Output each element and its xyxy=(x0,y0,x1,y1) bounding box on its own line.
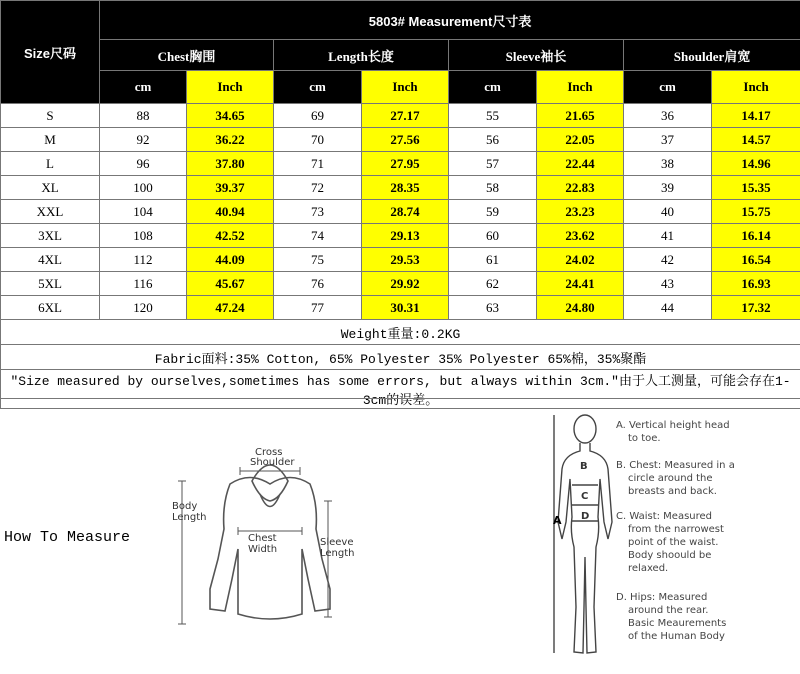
cm-value-cell: 44 xyxy=(624,296,712,320)
instruction-line: Basic Meaurements xyxy=(616,617,796,630)
table-row xyxy=(1,296,800,320)
instruction-line: relaxed. xyxy=(616,562,796,575)
unit-cm: cm xyxy=(274,71,362,104)
cm-value-cell: 39 xyxy=(624,176,712,200)
inch-value-cell: 14.17 xyxy=(712,104,800,128)
instruction-block xyxy=(616,459,796,498)
inch-value-cell: 16.93 xyxy=(712,272,800,296)
inch-value-cell: 30.31 xyxy=(362,296,449,320)
inch-value-cell: 23.23 xyxy=(537,200,624,224)
cm-value-cell: 43 xyxy=(624,272,712,296)
instruction-block xyxy=(616,419,796,445)
cm-value-cell: 120 xyxy=(100,296,187,320)
instruction-block xyxy=(616,591,796,643)
inch-value-cell: 27.95 xyxy=(362,152,449,176)
inch-value-cell: 36.22 xyxy=(187,128,274,152)
marker-c: C xyxy=(581,491,588,502)
table-row xyxy=(1,128,800,152)
size-rows xyxy=(1,104,800,320)
group-header-shoulder: Shoulder肩宽 xyxy=(624,40,800,71)
instruction-line: C. Waist: Measured xyxy=(616,510,796,523)
instruction-line: around the rear. xyxy=(616,604,796,617)
cm-value-cell: 70 xyxy=(274,128,362,152)
cm-value-cell: 116 xyxy=(100,272,187,296)
instruction-line: Body shoould be xyxy=(616,549,796,562)
table-row xyxy=(1,176,800,200)
inch-value-cell: 28.35 xyxy=(362,176,449,200)
size-cell: XXL xyxy=(1,200,100,224)
table-row xyxy=(1,272,800,296)
inch-value-cell: 15.75 xyxy=(712,200,800,224)
cm-value-cell: 60 xyxy=(449,224,537,248)
table-row xyxy=(1,224,800,248)
cm-value-cell: 59 xyxy=(449,200,537,224)
cm-value-cell: 55 xyxy=(449,104,537,128)
inch-value-cell: 21.65 xyxy=(537,104,624,128)
inch-value-cell: 37.80 xyxy=(187,152,274,176)
inch-value-cell: 29.13 xyxy=(362,224,449,248)
cm-value-cell: 40 xyxy=(624,200,712,224)
cm-value-cell: 92 xyxy=(100,128,187,152)
inch-value-cell: 44.09 xyxy=(187,248,274,272)
body-length-label-2: Length xyxy=(172,512,207,523)
inch-value-cell: 15.35 xyxy=(712,176,800,200)
cm-value-cell: 69 xyxy=(274,104,362,128)
table-row xyxy=(1,152,800,176)
hood-outline xyxy=(252,465,288,501)
cm-value-cell: 96 xyxy=(100,152,187,176)
cm-value-cell: 76 xyxy=(274,272,362,296)
cm-value-cell: 88 xyxy=(100,104,187,128)
garment-diagram xyxy=(160,439,370,654)
chest-width-label-2: Width xyxy=(248,544,277,555)
instruction-line: of the Human Body xyxy=(616,630,796,643)
table-row xyxy=(1,104,800,128)
table-row xyxy=(1,248,800,272)
marker-b: B xyxy=(580,461,588,472)
instruction-line: breasts and back. xyxy=(616,485,796,498)
cm-value-cell: 112 xyxy=(100,248,187,272)
instruction-line: B. Chest: Measured in a xyxy=(616,459,796,472)
inch-value-cell: 39.37 xyxy=(187,176,274,200)
inch-value-cell: 29.53 xyxy=(362,248,449,272)
unit-cm: cm xyxy=(100,71,187,104)
inch-value-cell: 16.14 xyxy=(712,224,800,248)
cm-value-cell: 56 xyxy=(449,128,537,152)
cross-shoulder-label-1: Cross xyxy=(255,447,282,458)
cross-shoulder-label-2: Shoulder xyxy=(250,457,295,468)
cm-value-cell: 104 xyxy=(100,200,187,224)
instruction-line: circle around the xyxy=(616,472,796,485)
cm-value-cell: 37 xyxy=(624,128,712,152)
size-cell: M xyxy=(1,128,100,152)
inch-value-cell: 24.41 xyxy=(537,272,624,296)
inch-value-cell: 22.83 xyxy=(537,176,624,200)
inch-value-cell: 23.62 xyxy=(537,224,624,248)
size-cell: L xyxy=(1,152,100,176)
unit-inch: Inch xyxy=(187,71,274,104)
weight-row: Weight重量:0.2KG xyxy=(1,320,800,345)
size-cell: 6XL xyxy=(1,296,100,320)
cm-value-cell: 36 xyxy=(624,104,712,128)
marker-d: D xyxy=(581,511,589,522)
inch-value-cell: 40.94 xyxy=(187,200,274,224)
size-cell: 5XL xyxy=(1,272,100,296)
unit-inch: Inch xyxy=(537,71,624,104)
cm-value-cell: 73 xyxy=(274,200,362,224)
instruction-line: D. Hips: Measured xyxy=(616,591,796,604)
size-cell: 4XL xyxy=(1,248,100,272)
cm-value-cell: 58 xyxy=(449,176,537,200)
how-to-measure-label: How To Measure xyxy=(4,529,130,546)
size-cell: XL xyxy=(1,176,100,200)
measurement-instructions xyxy=(616,419,796,643)
group-header-length: Length长度 xyxy=(274,40,449,71)
chest-width-label-1: Chest xyxy=(248,533,277,544)
inch-value-cell: 24.02 xyxy=(537,248,624,272)
inch-value-cell: 27.56 xyxy=(362,128,449,152)
unit-cm: cm xyxy=(449,71,537,104)
instruction-block xyxy=(616,510,796,575)
instruction-line: to toe. xyxy=(616,432,796,445)
cm-value-cell: 61 xyxy=(449,248,537,272)
cm-value-cell: 77 xyxy=(274,296,362,320)
cm-value-cell: 71 xyxy=(274,152,362,176)
fabric-row: Fabric面料:35% Cotton, 65% Polyester 35% Polyester 65%棉，35%聚酯 xyxy=(1,345,800,370)
cm-value-cell: 74 xyxy=(274,224,362,248)
cm-value-cell: 75 xyxy=(274,248,362,272)
inch-value-cell: 28.74 xyxy=(362,200,449,224)
instruction-line: from the narrowest xyxy=(616,523,796,536)
unit-inch: Inch xyxy=(712,71,800,104)
inch-value-cell: 47.24 xyxy=(187,296,274,320)
inch-value-cell: 42.52 xyxy=(187,224,274,248)
body-figure-diagram xyxy=(550,407,620,667)
marker-a: A xyxy=(553,514,562,527)
unit-inch: Inch xyxy=(362,71,449,104)
table-row xyxy=(1,200,800,224)
inch-value-cell: 16.54 xyxy=(712,248,800,272)
size-column-header: Size尺码 xyxy=(1,1,100,104)
inch-value-cell: 29.92 xyxy=(362,272,449,296)
cm-value-cell: 62 xyxy=(449,272,537,296)
instruction-line: A. Vertical height head xyxy=(616,419,796,432)
cm-value-cell: 100 xyxy=(100,176,187,200)
inch-value-cell: 22.05 xyxy=(537,128,624,152)
body-length-label-1: Body xyxy=(172,501,197,512)
size-cell: 3XL xyxy=(1,224,100,248)
cm-value-cell: 57 xyxy=(449,152,537,176)
inch-value-cell: 24.80 xyxy=(537,296,624,320)
inch-value-cell: 14.57 xyxy=(712,128,800,152)
cm-value-cell: 42 xyxy=(624,248,712,272)
sleeve-length-label-1: Sleeve xyxy=(320,537,354,548)
cm-value-cell: 108 xyxy=(100,224,187,248)
measurement-note: "Size measured by ourselves,sometimes has some errors, but always within 3cm."由于人工测量，可能会存在1-3cm的误差。 xyxy=(1,370,800,409)
inch-value-cell: 14.96 xyxy=(712,152,800,176)
sleeve-length-label-2: Length xyxy=(320,548,355,559)
inch-value-cell: 34.65 xyxy=(187,104,274,128)
inch-value-cell: 17.32 xyxy=(712,296,800,320)
cm-value-cell: 72 xyxy=(274,176,362,200)
inch-value-cell: 22.44 xyxy=(537,152,624,176)
chart-title: 5803# Measurement尺寸表 xyxy=(100,1,800,40)
cm-value-cell: 41 xyxy=(624,224,712,248)
size-cell: S xyxy=(1,104,100,128)
inch-value-cell: 45.67 xyxy=(187,272,274,296)
group-header-sleeve: Sleeve袖长 xyxy=(449,40,624,71)
cm-value-cell: 63 xyxy=(449,296,537,320)
group-header-chest: Chest胸围 xyxy=(100,40,274,71)
inch-value-cell: 27.17 xyxy=(362,104,449,128)
instruction-line: point of the waist. xyxy=(616,536,796,549)
how-to-measure-section xyxy=(0,398,800,674)
cm-value-cell: 38 xyxy=(624,152,712,176)
unit-cm: cm xyxy=(624,71,712,104)
